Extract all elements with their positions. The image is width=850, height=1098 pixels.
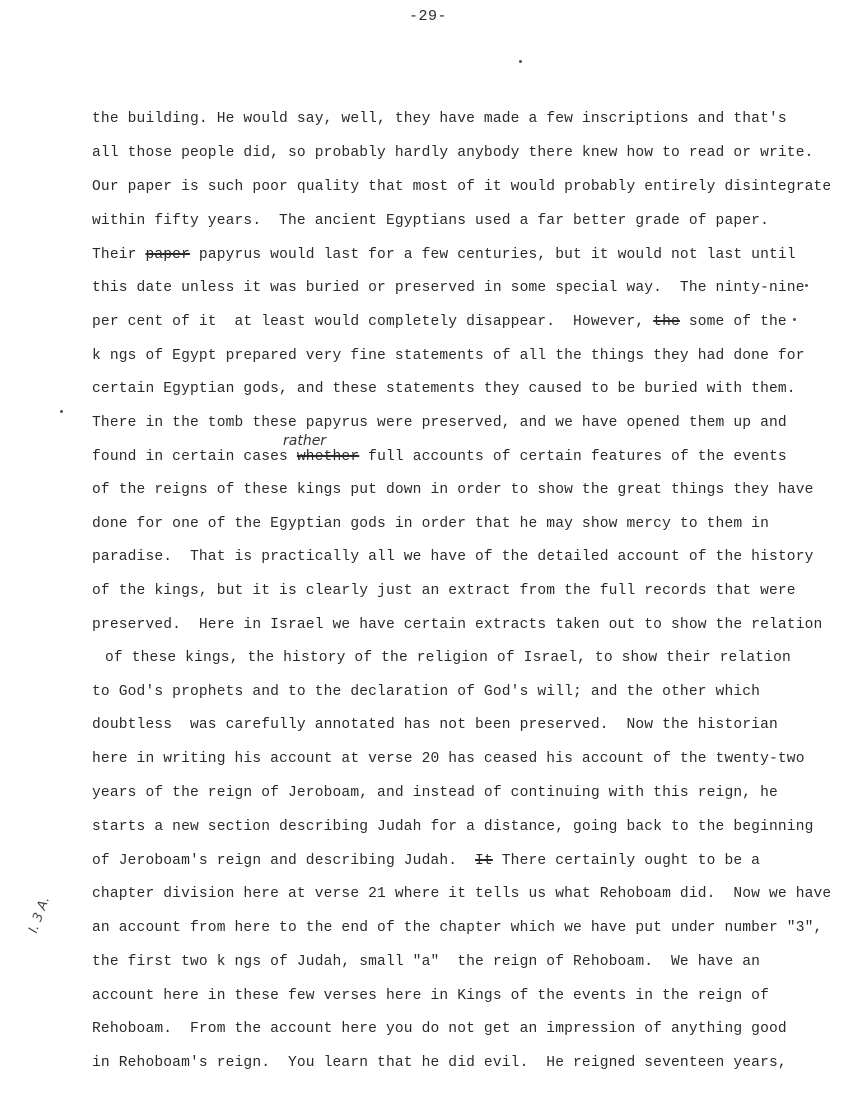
text-line: here in writing his account at verse 20 has ceased his account of the twenty-two	[92, 751, 805, 767]
text-line: all those people did, so probably hardly anybody there knew how to read or write.	[92, 145, 814, 161]
text-line: years of the reign of Jeroboam, and instead of continuing with this reign, he	[92, 785, 778, 801]
text-line: Their paper papyrus would last for a few centuries, but it would not last until	[92, 247, 796, 263]
paper-speck	[519, 60, 522, 63]
text-line: paradise. That is practically all we have of the detailed account of the history	[92, 549, 814, 565]
text-line: an account from here to the end of the chapter which we have put under number "3",	[92, 920, 823, 936]
text-line: of Jeroboam's reign and describing Judah. It There certainly ought to be a	[92, 853, 761, 869]
struck-word: It	[475, 853, 493, 869]
text-line: of these kings, the history of the religion of Israel, to show their relation	[105, 650, 791, 666]
text-line: doubtless was carefully annotated has not been preserved. Now the historian	[92, 717, 778, 733]
text-line: certain Egyptian gods, and these statements they caused to be buried with them.	[92, 381, 796, 397]
text-line: Rehoboam. From the account here you do not get an impression of anything good	[92, 1021, 787, 1037]
text-line: done for one of the Egyptian gods in order that he may show mercy to them in	[92, 516, 769, 532]
text-line: in Rehoboam's reign. You learn that he did evil. He reigned seventeen years,	[92, 1055, 787, 1071]
text-line: There in the tomb these papyrus were preserved, and we have opened them up and	[92, 415, 787, 431]
struck-word: whether	[296, 449, 360, 465]
text-line: found in certain cases whether full accounts of certain features of the events	[92, 449, 787, 465]
text-line: starts a new section describing Judah for a distance, going back to the beginning	[92, 819, 814, 835]
text-line: the first two k ngs of Judah, small "a" the reign of Rehoboam. We have an	[92, 954, 761, 970]
struck-word: paper	[145, 247, 190, 263]
margin-note: I. 3 A.	[26, 894, 54, 936]
text-line: preserved. Here in Israel we have certain extracts taken out to show the relation	[92, 617, 823, 633]
text-line: chapter division here at verse 21 where it tells us what Rehoboam did. Now we have	[92, 886, 832, 902]
text-line: per cent of it at least would completely disappear. However, the some of the	[92, 314, 787, 330]
handwritten-insertion: rather	[283, 433, 327, 449]
text-line: the building. He would say, well, they have made a few inscriptions and that's	[92, 111, 787, 127]
text-line: of the kings, but it is clearly just an extract from the full records that were	[92, 583, 796, 599]
text-line: to God's prophets and to the declaration of God's will; and the other which	[92, 684, 761, 700]
struck-word: the	[653, 314, 680, 330]
text-line: within fifty years. The ancient Egyptians used a far better grade of paper.	[92, 213, 769, 229]
paper-speck	[805, 284, 808, 287]
page-number: -29-	[409, 8, 448, 25]
text-line: of the reigns of these kings put down in order to show the great things they have	[92, 482, 814, 498]
text-line: k ngs of Egypt prepared very fine statements of all the things they had done for	[92, 348, 805, 364]
text-line: Our paper is such poor quality that most of it would probably entirely disintegrate	[92, 179, 832, 195]
paper-speck	[60, 410, 63, 413]
text-line: this date unless it was buried or preserved in some special way. The ninty-nine	[92, 280, 805, 296]
text-line: account here in these few verses here in Kings of the events in the reign of	[92, 988, 769, 1004]
paper-speck	[793, 318, 796, 321]
